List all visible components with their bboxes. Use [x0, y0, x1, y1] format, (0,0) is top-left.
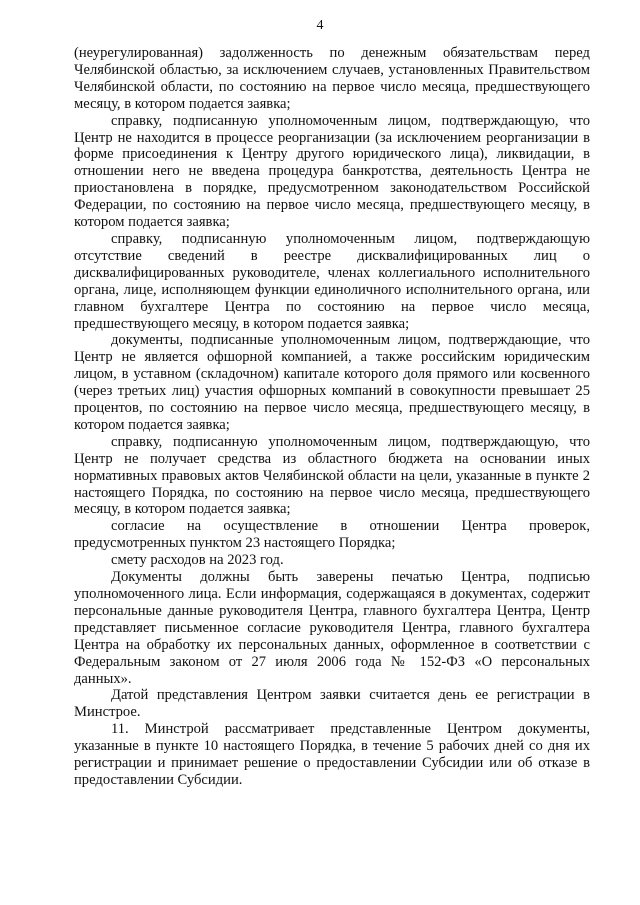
document-body — [74, 45, 590, 789]
paragraph-document-certification: Документы должны быть заверены печатью Центра, подписью уполномоченного лица. Если информация, содержащаяся в документах, содержит персональные данные руководителя Центра, главного бухгалтера Центра, Центр представляет письменное согласие руководителя Центра, главного бухгалтера Центра на обработку их персональных данных, оформленное в соответствии с Федеральным законом от 27 июля 2006 года № 152-ФЗ «О персональных данных». — [74, 569, 590, 687]
paragraph-submission-date: Датой представления Центром заявки считается день ее регистрации в Минстрое. — [74, 687, 590, 721]
paragraph-expense-estimate: смету расходов на 2023 год. — [111, 552, 284, 569]
paragraph-inspection-consent: согласие на осуществление в отношении Центра проверок, предусмотренных пунктом 23 настоящего Порядка; — [74, 518, 590, 552]
paragraph-offshore-documents: документы, подписанные уполномоченным лицом, подтверждающие, что Центр не является офшорной компанией, а также российским юридическим лицом, в уставном (складочном) капитале которого доля прямого или косвенного (через третьих лиц) участия офшорных компаний в совокупности превышает 25 процентов, по состоянию на первое число месяца, предшествующего месяцу, в котором подается заявка; — [74, 332, 590, 433]
paragraph-budget-funds-certificate: справку, подписанную уполномоченным лицом, подтверждающую, что Центр не получает средства из областного бюджета на основании иных нормативных правовых актов Челябинской области на цели, указанные в пункте 2 настоящего Порядка, по состоянию на первое число месяца, предшествующего месяцу, в котором подается заявка; — [74, 433, 590, 518]
paragraph-reorganization-certificate: справку, подписанную уполномоченным лицом, подтверждающую, что Центр не находится в процессе реорганизации (за исключением реорганизации в форме присоединения к Центру другого юридического лица), ликвидации, в отношении него не введена процедура банкротства, деятельность Центра не приостановлена в порядке, предусмотренном законодательством Российской Федерации, по состоянию на первое число месяца, предшествующего месяцу, в котором подается заявка; — [74, 112, 590, 231]
paragraph-disqualified-persons-certificate: справку, подписанную уполномоченным лицом, подтверждающую отсутствие сведений в реестре дисквалифицированных лиц о дисквалифицированных руководителе, членах коллегиального исполнительного органа, лице, исполняющем функции единоличного исполнительного органа, или главном бухгалтере Центра по состоянию на первое число месяца, предшествующего месяцу, в котором подается заявка; — [74, 230, 590, 332]
paragraph-debt-continuation: (неурегулированная) задолженность по денежным обязательствам перед Челябинской областью, за исключением случаев, установленных Правительством Челябинской области, по состоянию на первое число месяца, предшествующего месяцу, в котором подается заявка; — [74, 45, 590, 112]
page-number: 4 — [316, 18, 324, 33]
paragraph-item-11: 11. Минстрой рассматривает представленные Центром документы, указанные в пункте 10 настоящего Порядка, в течение 5 рабочих дней со дня их регистрации и принимает решение о предоставлении Субсидии или об отказе в предоставлении Субсидии. — [74, 721, 590, 788]
